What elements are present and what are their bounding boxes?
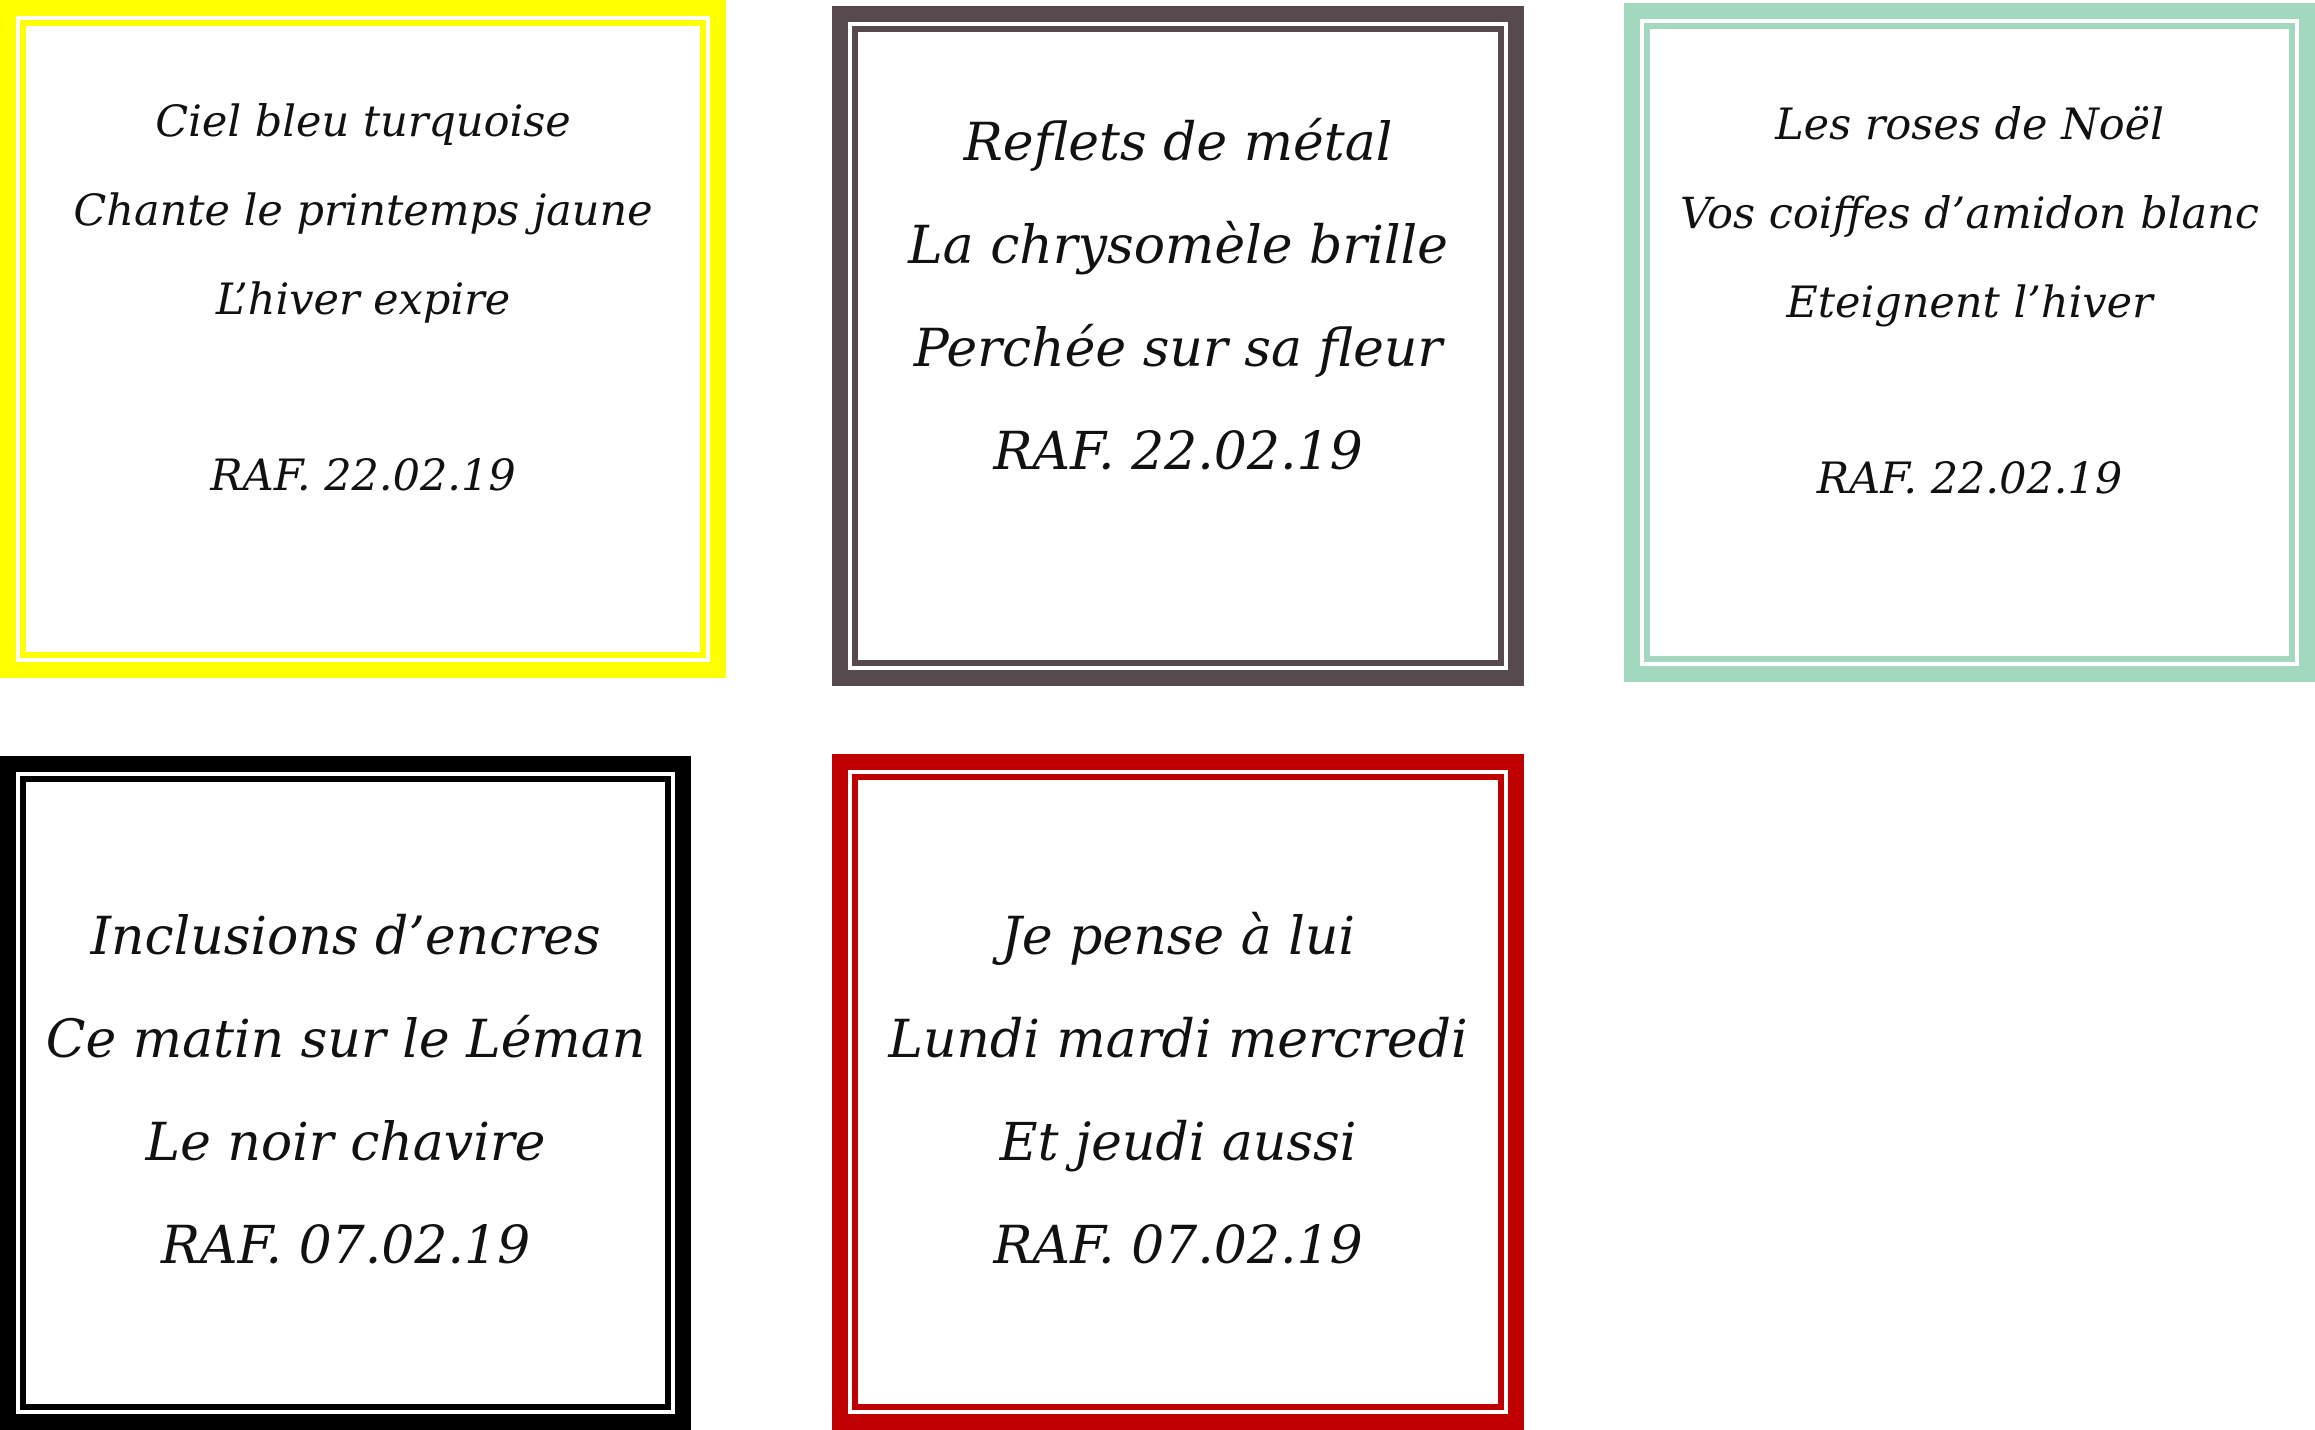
poem-line: Chante le printemps jaune [73, 186, 653, 236]
poem-line: Ce matin sur le Léman [45, 1010, 646, 1070]
poem-card-red [832, 754, 1524, 1430]
poem-line: Je pense à lui [1001, 907, 1355, 967]
poem-line: Et jeudi aussi [999, 1113, 1357, 1173]
poem-signature: RAF. 22.02.19 [993, 422, 1363, 482]
poem-line: Reflets de métal [963, 113, 1393, 173]
poem-line: Perchée sur sa fleur [913, 319, 1443, 379]
poem-line: Lundi mardi mercredi [888, 1010, 1468, 1070]
poem-line: Les roses de Noël [1775, 100, 2164, 150]
poem-card-black [0, 756, 691, 1430]
poem-signature: RAF. 22.02.19 [1816, 454, 2123, 504]
poem-signature: RAF. 22.02.19 [210, 451, 516, 501]
poem-line: Le noir chavire [145, 1113, 546, 1173]
poem-line: La chrysomèle brille [908, 216, 1448, 276]
poem-line: Inclusions d’encres [90, 907, 601, 967]
poem-signature: RAF. 07.02.19 [993, 1216, 1363, 1276]
poem-line: Ciel bleu turquoise [155, 97, 571, 147]
poem-card-green [1624, 3, 2315, 682]
poem-line: Eteignent l’hiver [1786, 278, 2153, 328]
poem-line: Vos coiffes d’amidon blanc [1680, 189, 2259, 239]
poem-card-brown [832, 6, 1524, 686]
poem-signature: RAF. 07.02.19 [160, 1216, 531, 1276]
poem-card-yellow [0, 0, 726, 678]
poem-line: L’hiver expire [215, 275, 511, 325]
